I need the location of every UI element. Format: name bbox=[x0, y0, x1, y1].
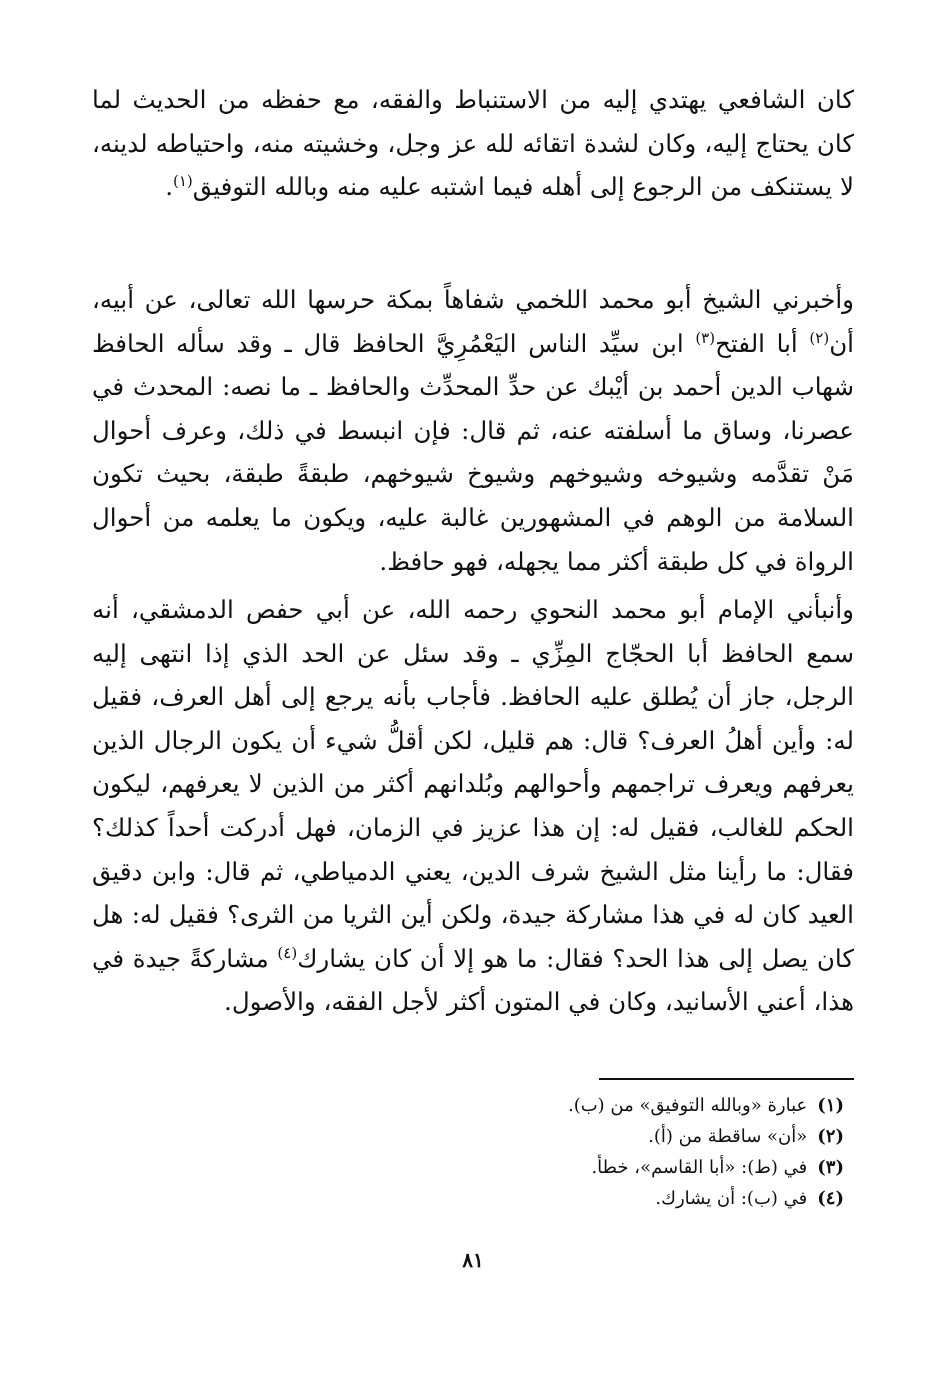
paragraph-3 bbox=[92, 588, 854, 1024]
footnote-text: «أن» ساقطة من (أ). bbox=[648, 1126, 808, 1147]
footnote-ref-4: (٤) bbox=[277, 943, 298, 962]
paragraph-1 bbox=[92, 78, 854, 209]
paragraph-3-text-a: وأنبأني الإمام أبو محمد النحوي رحمه الله، عن أبي حفص الدمشقي، أنه سمع الحافظ أبا الحجّاج المِزِّي ـ وقد سئل عن الحد الذي إذا انتهى إليه الرجل، جاز أن يُطلق عليه الحافظ. فأجاب بأنه يرجع إلى أهل العرف، فقيل له: وأين أهلُ العرف؟ قال: هم قليل، لكن أقلُّ شيء أن يكون الرجال الذين يعرفهم ويعرف تراجمهم وأحوالهم وبُلدانهم أكثر من الذين لا يعرفهم، ليكون الحكم للغالب، فقيل له: إن هذا عزيز في الزمان، فهل أدركت أحداً كذلك؟ فقال: ما رأينا مثل الشيخ شرف الدين، يعني الدمياطي، ثم قال: وابن دقيق العيد كان له في هذا مشاركة جيدة، ولكن أين الثريا من الثرى؟ فقيل له: هل كان يصل إلى هذا الحد؟ فقال: ما هو إلا أن كان يشارك bbox=[92, 595, 854, 973]
footnote-ref-2: (٢) bbox=[809, 328, 830, 347]
paragraph-2-text-a: وأخبرني الشيخ أبو محمد اللخمي شفاهاً بمكة حرسها الله تعالى، عن أبيه، أن bbox=[92, 285, 854, 358]
footnote-ref-1: (١) bbox=[172, 172, 193, 191]
footnote-number: (٢) bbox=[817, 1126, 844, 1147]
footnote-number: (٣) bbox=[817, 1157, 844, 1178]
footnotes bbox=[92, 1090, 854, 1214]
footnote-number: (١) bbox=[817, 1095, 844, 1116]
paragraph-1-text-a: كان الشافعي يهتدي إليه من الاستنباط والفقه، مع حفظه من الحديث لما كان يحتاج إليه، وكان لشدة اتقائه لله عز وجل، وخشيته منه، واحتياطه لدينه، لا يستنكف من الرجوع إلى أهله فيما اشتبه عليه منه وبالله التوفيق bbox=[92, 85, 854, 202]
footnote-text: في (ط): «أبا القاسم»، خطأ. bbox=[591, 1157, 808, 1178]
footnote-3 bbox=[92, 1152, 854, 1183]
footnote-ref-3: (٣) bbox=[695, 328, 716, 347]
paragraph-2-text-b: أبا الفتح bbox=[715, 328, 810, 358]
footnote-2 bbox=[92, 1121, 854, 1152]
footnote-1 bbox=[92, 1090, 854, 1121]
paragraph-3-text-b: مشاركةً جيدة في هذا، أعني الأسانيد، وكان في المتون أكثر لأجل الفقه، والأصول. bbox=[92, 943, 854, 1017]
footnote-number: (٤) bbox=[817, 1188, 844, 1209]
paragraph-1-text-b: . bbox=[165, 172, 173, 202]
footnote-4 bbox=[92, 1183, 854, 1214]
paragraph-2 bbox=[92, 278, 854, 583]
footnote-text: عبارة «وبالله التوفيق» من (ب). bbox=[567, 1095, 808, 1116]
paragraph-2-text-c: ابن سيِّد الناس اليَعْمُرِيَّ الحافظ قال ـ وقد سأله الحافظ شهاب الدين أحمد بن أيْبك عن حدِّ المحدِّث والحافظ ـ ما نصه: المحدث في عصرنا، وساق ما أسلفته عنه، ثم قال: فإن انبسط في ذلك، وعرف أحوال مَنْ تقدَّمه وشيوخه وشيوخهم وشيوخ شيوخهم، طبقةً طبقة، بحيث تكون السلامة من الوهم في المشهورين غالبة عليه، ويكون ما يعلمه من أحوال الرواة في كل طبقة أكثر مما يجهله، فهو حافظ. bbox=[92, 328, 854, 576]
footnote-divider bbox=[599, 1078, 854, 1080]
page-number: ٨١ bbox=[462, 1248, 484, 1272]
footnote-text: في (ب): أن يشارك. bbox=[655, 1188, 808, 1209]
